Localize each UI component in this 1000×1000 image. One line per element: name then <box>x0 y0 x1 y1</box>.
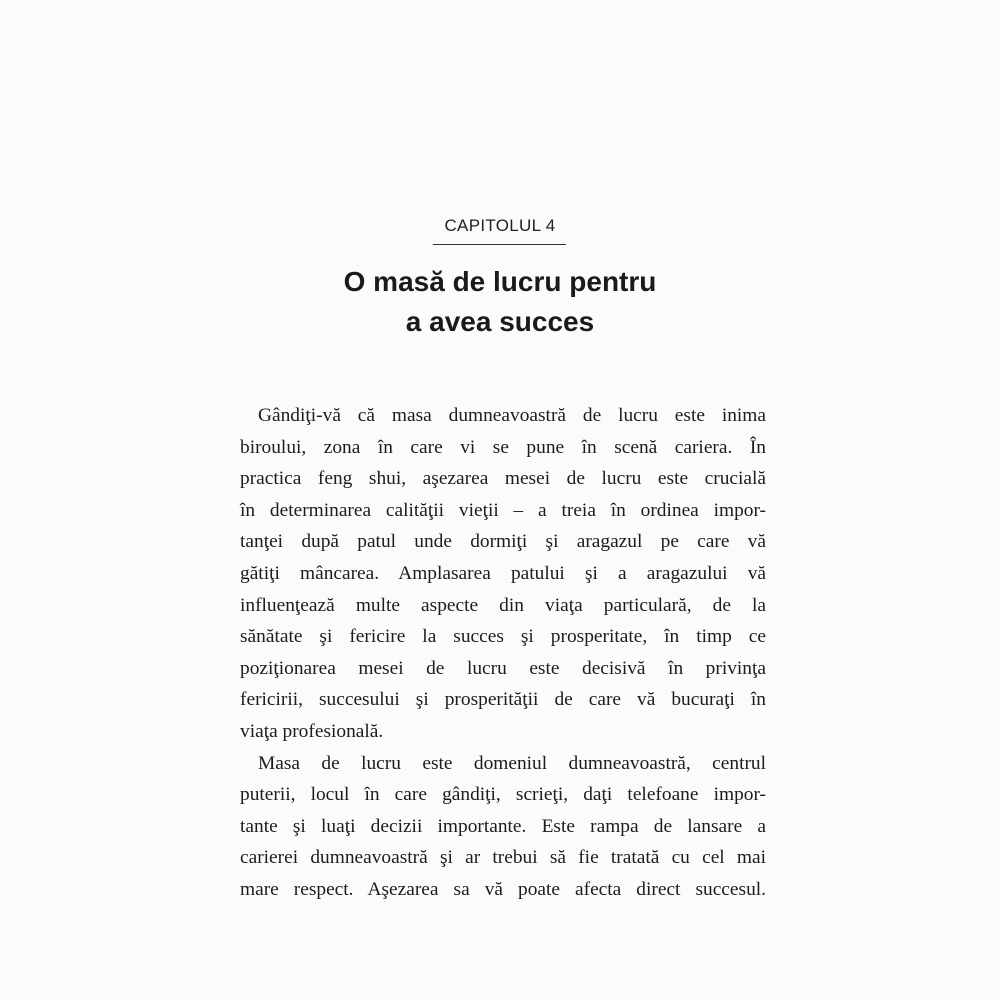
paragraph-1 <box>240 400 766 748</box>
paragraph-2 <box>240 748 766 906</box>
text-line: mare respect. Aşezarea sa vă poate afecta direct succesul. <box>240 878 766 900</box>
text-line: practica feng shui, aşezarea mesei de lucru este crucială <box>240 468 766 490</box>
chapter-title <box>0 262 1000 342</box>
chapter-title-line: a avea succes <box>405 306 595 337</box>
text-line: Gândiţi-vă că masa dumneavoastră de lucru este inima <box>258 405 766 426</box>
chapter-title-line: O masă de lucru pentru <box>343 266 657 297</box>
text-line: fericirii, succesului şi prosperităţii de care vă bucuraţi în <box>240 689 766 711</box>
text-line: sănătate şi fericire la succes şi prosperitate, în timp ce <box>240 626 766 648</box>
text-line: gătiţi mâncarea. Amplasarea patului şi a aragazului vă <box>240 562 766 584</box>
body-text <box>240 400 766 906</box>
text-line: puterii, locul în care gândiţi, scrieţi, daţi telefoane impor- <box>240 784 766 806</box>
text-line: în determinarea calităţii vieţii – a treia în ordinea impor- <box>240 499 766 521</box>
chapter-divider <box>433 244 566 245</box>
text-line: viaţa profesională. <box>240 720 384 742</box>
text-line: Masa de lucru este domeniul dumneavoastră, centrul <box>258 752 766 774</box>
text-line: tanţei după patul unde dormiţi şi aragazul pe care vă <box>240 531 766 553</box>
text-line: tante şi luaţi decizii importante. Este rampa de lansare a <box>240 815 766 837</box>
text-line: poziţionarea mesei de lucru este decisivă în privinţa <box>240 657 766 679</box>
chapter-label: CAPITOLUL 4 <box>444 216 556 235</box>
text-line: influenţează multe aspecte din viaţa particulară, de la <box>240 594 766 616</box>
text-line: biroului, zona în care vi se pune în scenă cariera. În <box>240 436 766 458</box>
text-line: carierei dumneavoastră şi ar trebui să fie tratată cu cel mai <box>240 847 766 869</box>
